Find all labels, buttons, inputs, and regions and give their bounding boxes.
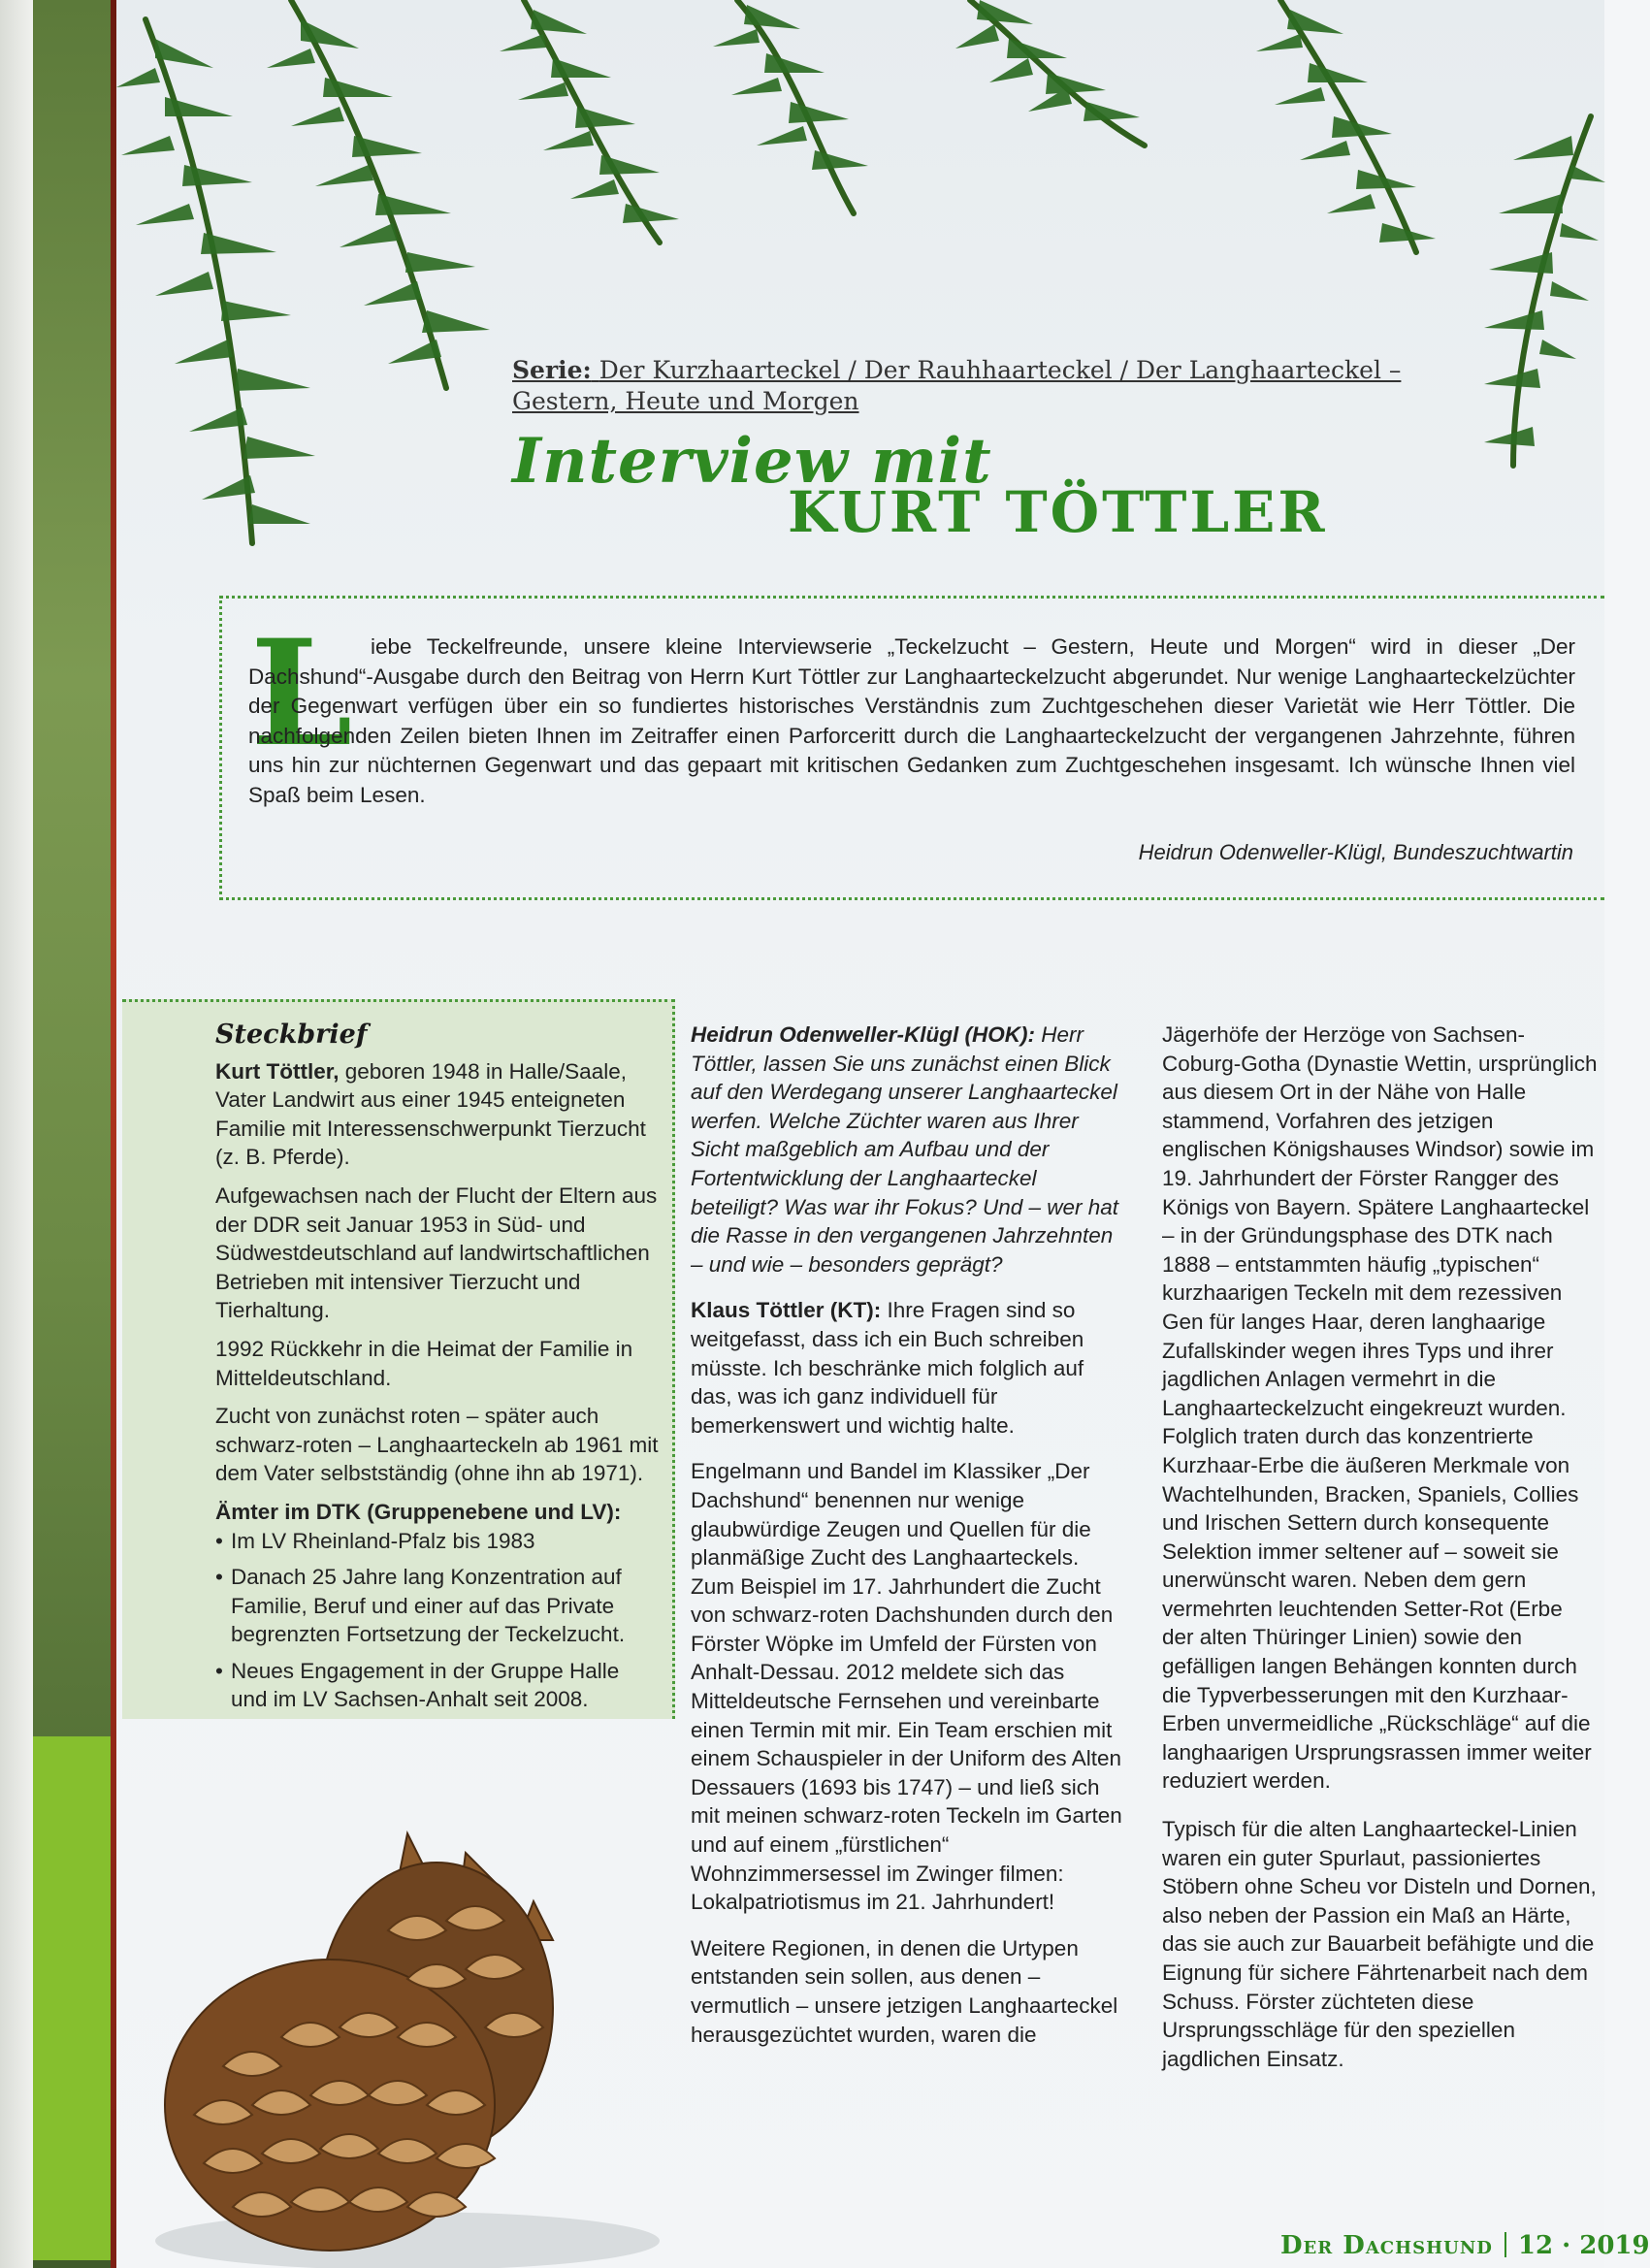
pinecone-illustration [116,1814,660,2268]
intro-text: iebe Teckelfreunde, unsere kleine Interviewserie „Teckelzucht – Gestern, Heute und Morgen“ wird in dieser „Der Dachshund“-Ausgabe durch den Beitrag von Herrn Kurt Töttler zur Langhaarteckelzucht abgerundet. Nur wenige Langhaarteckelzüchter der Gegenwart verfügen über ein so fundiertes historisches Verständnis zum Zuchtgeschehen dieser Varietät wie Herr Töttler. Die nachfolgenden Zeilen bieten Ihnen im Zeitraffer einen Parforceritt durch die Langhaarteckelzucht der vergangenen Jahrzehnte, führen uns hin zur nüchternen Gegenwart und das gepaart mit kritischen Gedanken zum Zuchtgeschehen insgesamt. Ich wünsche Ihnen viel Spaß beim Lesen. [248,634,1575,807]
intro-dropcap: L [250,608,353,779]
column3-paragraph-1: Jägerhöfe der Herzöge von Sachsen-Coburg-Gotha (Dynastie Wettin, ursprünglich aus diesem Ort in der Nähe von Halle stammend, Vorfahren des jetzigen englischen Königshauses Windsor) sowie im 19. Jahrhundert der Förster Rangger des Königs von Bayern. Spätere Langhaarteckel – in der Gründungsphase des DTK nach 1888 – entstammten häufig „typischen“ kurzhaarigen Teckeln mit dem rezessiven Gen für langes Haar, deren langhaarige Zufallskinder wegen ihres Typs und ihrer jagdlichen Anlagen vermehrt in die Langhaarteckelzucht eingekreuzt wurden. Folglich traten durch das konzentrierte Kurzhaar-Erbe die äußeren Merkmale von Wachtelhunden, Bracken, Spaniels, Collies und Irischen Settern durch konsequente Selektion immer seltener auf – soweit sie unerwünscht waren. Neben dem gern vermehrten leuchtenden Setter-Rot (Erbe der alten Thüringer Linien) sowie den gefälligen langen Behängen konnten durch die Typverbesserungen mit den Kurzhaar-Erben unvermeidliche „Rückschläge“ auf die langhaarigen Ursprungsrassen immer weiter reduziert werden. [1162,1022,1598,1794]
side-green-block [33,1736,111,2260]
steckbrief-p1 [215,1057,662,1172]
aemter-list [215,1527,662,1715]
steckbrief-p4: Zucht von zunächst roten – später auch schwarz-roten – Langhaarteckeln ab 1961 mit dem Vater selbstständig (ohne ihn ab 1971). [215,1404,659,1486]
intro-signature: Heidrun Odenweller-Klügl, Bundeszuchtwartin [1138,840,1573,864]
aemter-item: • Im LV Rheinland-Pfalz bis 1983 [215,1527,662,1556]
page-edge [0,0,33,2268]
aemter-title: Ämter im DTK (Gruppenebene und LV): [215,1499,622,1524]
answer-kt [691,1296,1127,1440]
question-speaker: Heidrun Odenweller-Klügl (HOK): [691,1022,1036,1047]
steckbrief-p3: 1992 Rückkehr in die Heimat der Familie in Mitteldeutschland. [215,1336,633,1390]
column2-paragraph-2: Engelmann und Bandel im Klassiker „Der Dachshund“ benennen nur wenige glaubwürdige Zeugen und Quellen für die planmäßige Zucht des Langhaarteckels. Zum Beispiel im 17. Jahrhundert die Zucht von schwarz-roten Dachshunden durch den Förster Wöpke im Umfeld der Fürsten von Anhalt-Dessau. 2012 meldete sich das Mitteldeutsche Fernsehen und vereinbarte einen Termin mit mir. Ein Team erschien mit einem Schauspieler in der Uniform des Alten Dessauers (1693 bis 1747) – und ließ sich mit meinen schwarz-roten Teckeln im Garten und auf einem „fürstlichen“ Wohnzimmersessel im Zwinger filmen: Lokalpatriotismus im 21. Jahrhundert! [691,1459,1122,1915]
series-text: Der Kurzhaarteckel / Der Rauhhaarteckel / Der Langhaarteckel – Gestern, Heute und Morgen [512,356,1402,415]
series-heading [512,355,1492,417]
answer-text: Ihre Fragen sind so weitgefasst, dass ich ein Buch schreiben müsste. Ich beschränke mich folglich auf das, was ich ganz individuell für bemerkenswert und wichtig halte. [691,1298,1084,1438]
interview-column-2 [691,1021,1127,2058]
title-line-2: KURT TÖTTLER [788,479,1328,545]
title-line-1: Interview mit [512,425,992,498]
column2-paragraph-3: Weitere Regionen, in denen die Urtypen entstanden sein sollen, aus denen – vermutlich – unsere jetzigen Langhaarteckel herausgezüchtet wurden, waren die [691,1935,1118,2047]
steckbrief-name: Kurt Töttler, [215,1058,340,1084]
side-photo-strip [33,0,111,2268]
footer-issue: 12 · 2019 [1517,2231,1650,2260]
steckbrief-column [215,1021,662,1722]
series-label: Serie: [512,356,592,384]
footer-separator [1504,2232,1506,2257]
column3-paragraph-2: Typisch für die alten Langhaarteckel-Linien waren ein guter Spurlaut, passioniertes Stöbern ohne Scheu vor Disteln und Dornen, also neben der Passion ein Maß an Härte, das sie auch zur Bauarbeit befähigte und die Eignung für sichere Fährtenarbeit nach dem Schuss. Förster züchteten diese Ursprungsschläge für den speziellen jagdlichen Einsatz. [1162,1817,1597,2071]
aemter-item: • Danach 25 Jahre lang Konzentration auf Familie, Beruf und einer auf das Private begrenzten Fortsetzung der Teckelzucht. [215,1563,662,1649]
steckbrief-p1-text: geboren 1948 in Halle/Saale, Vater Landwirt aus einer 1945 enteigneten Familie mit Interessenschwerpunkt Tierzucht (z. B. Pferde). [215,1058,646,1170]
question-hok [691,1021,1127,1279]
answer-speaker: Klaus Töttler (KT): [691,1298,882,1323]
steckbrief-p2: Aufgewachsen nach der Flucht der Eltern aus der DDR seit Januar 1953 in Süd- und Südwestdeutschland auf landwirtschaftlichen Betrieben mit intensiver Tierzucht und Tierhaltung. [215,1183,658,1323]
page-footer [1280,2231,1650,2260]
footer-brand: Der Dachshund [1280,2231,1493,2260]
question-text: Herr Töttler, lassen Sie uns zunächst einen Blick auf den Werdegang unserer Langhaarteckel werfen. Welche Züchter waren aus Ihrer Sicht maßgeblich am Aufbau und der Fortentwicklung der Langhaarteckel beteiligt? Was war ihr Fokus? Und – wer hat die Rasse in den vergangenen Jahrzehnten – und wie – besonders geprägt? [691,1022,1119,1277]
steckbrief-title: Steckbrief [215,1020,368,1050]
interview-column-3 [1162,1021,1599,2083]
aemter-item: • Neues Engagement in der Gruppe Halle und im LV Sachsen-Anhalt seit 2008. [215,1657,662,1714]
